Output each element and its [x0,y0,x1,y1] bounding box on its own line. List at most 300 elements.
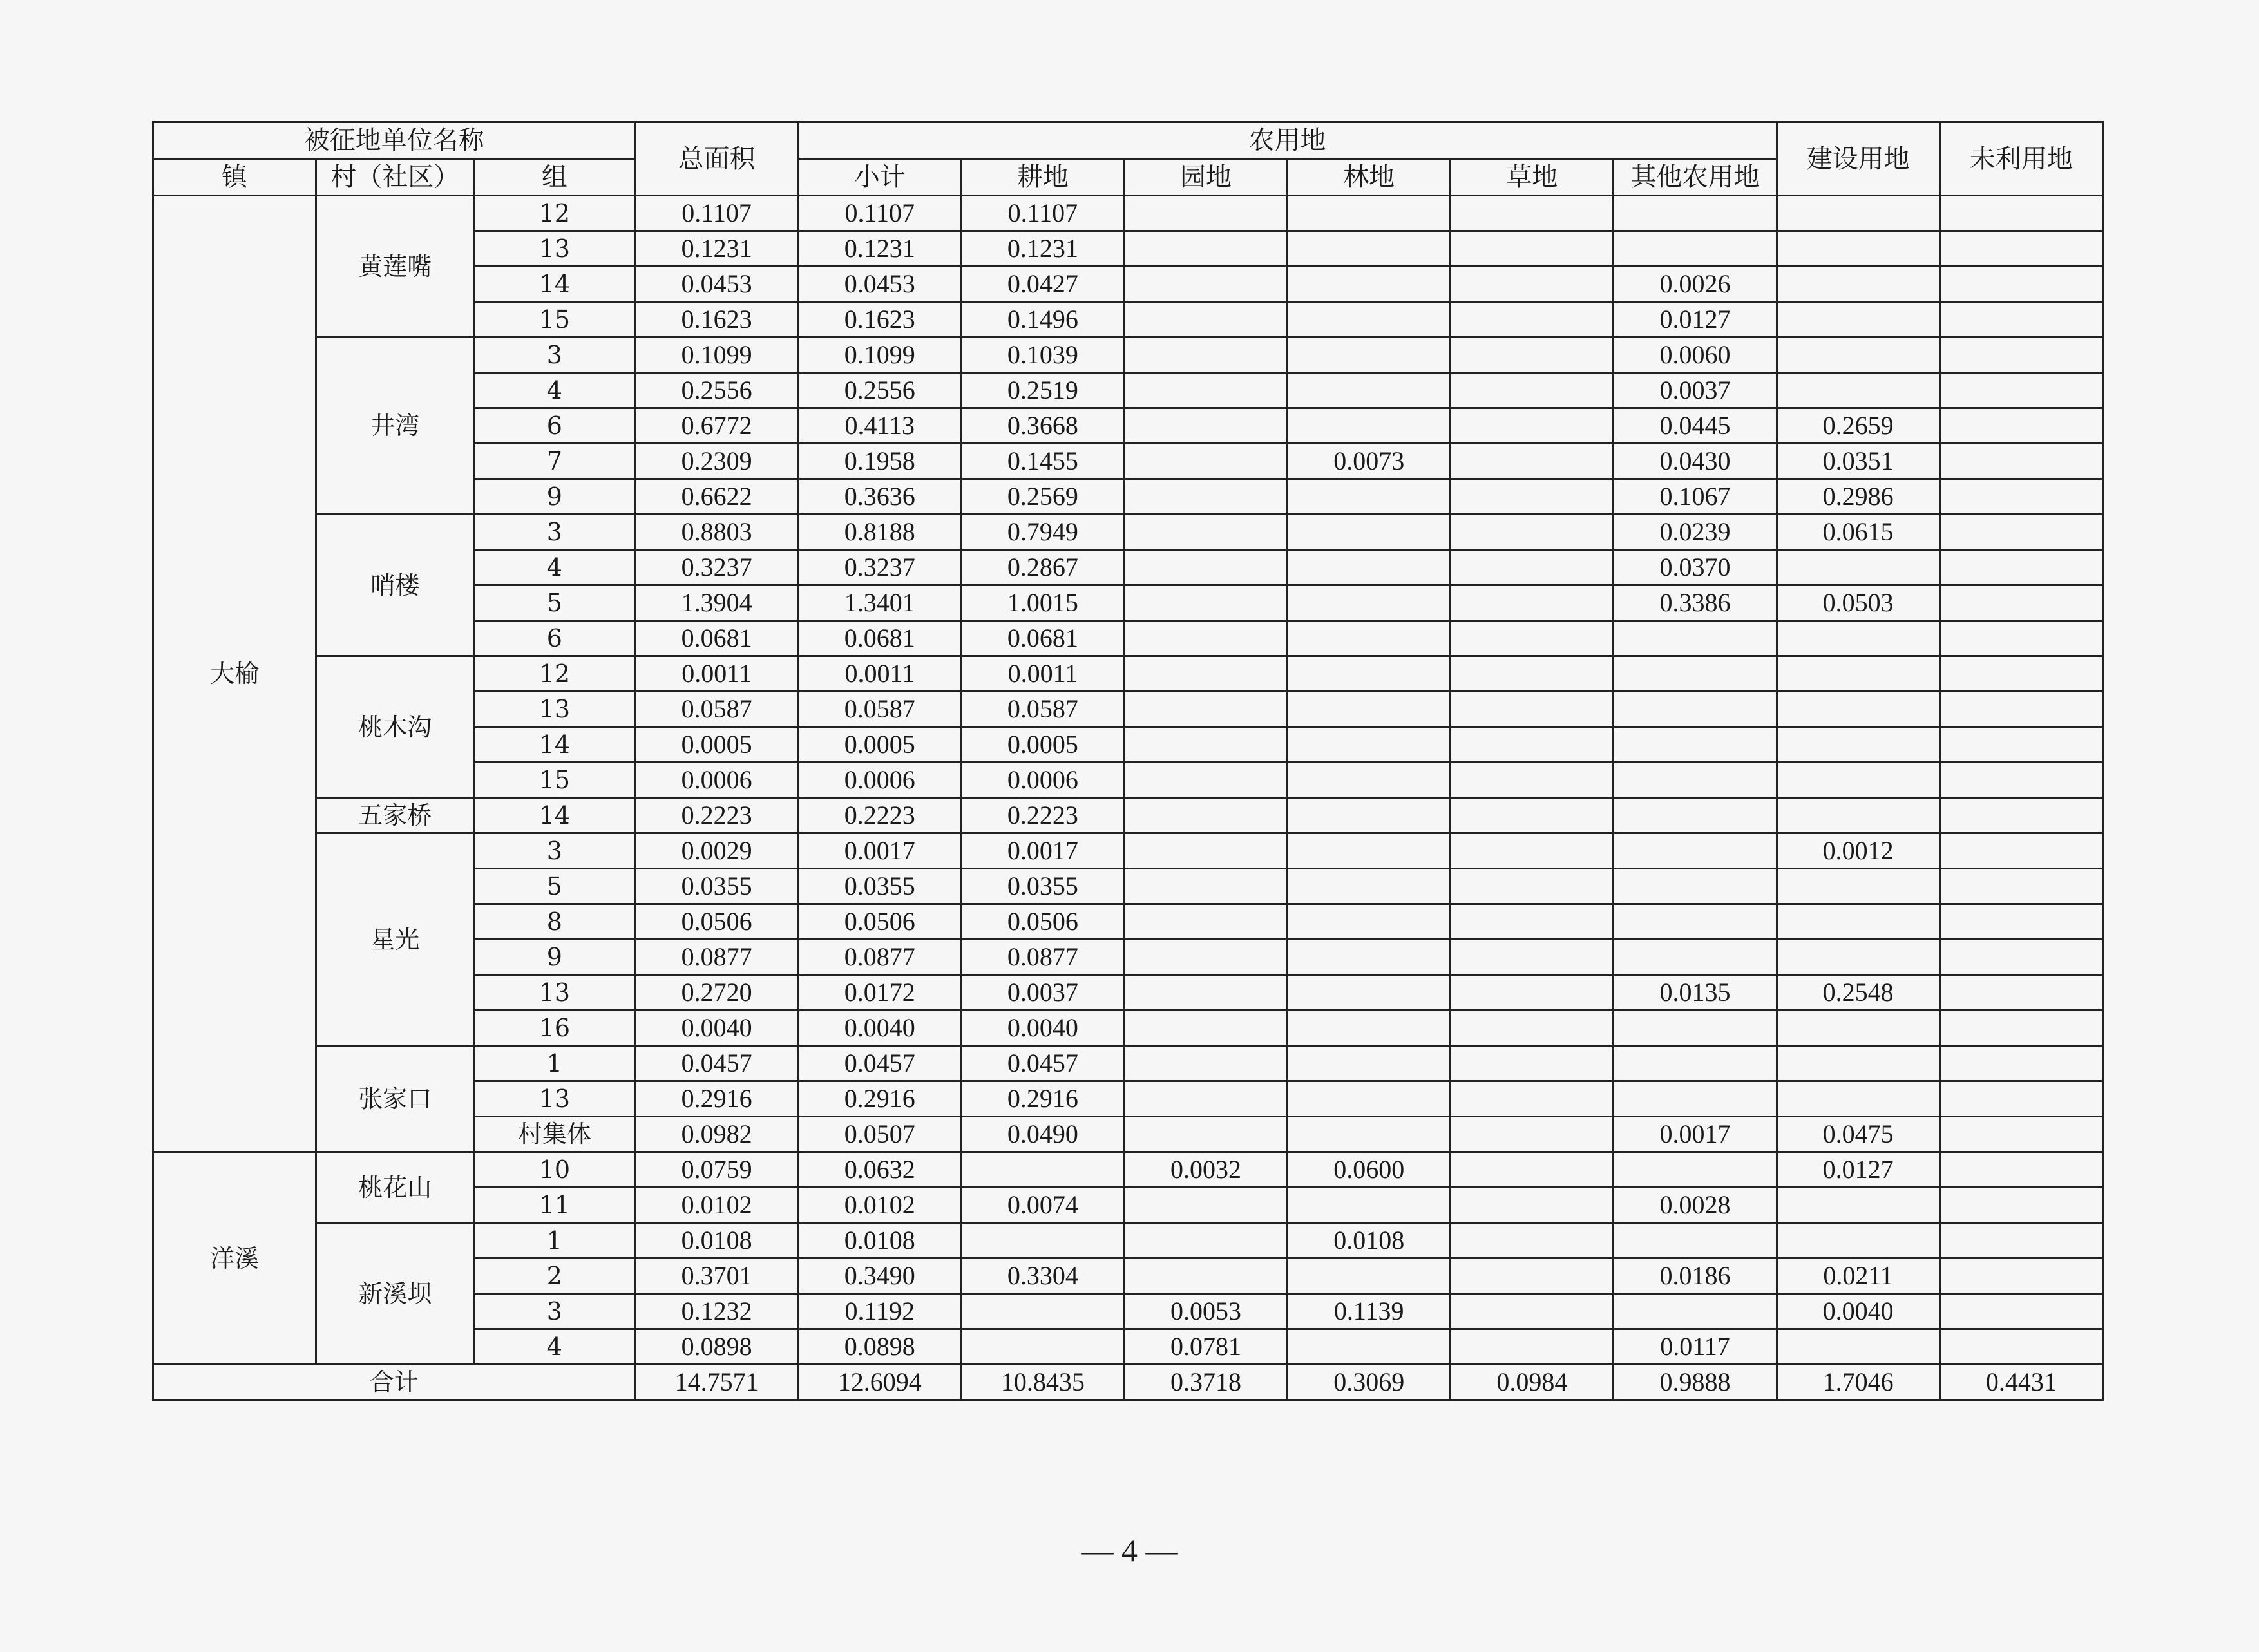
value-cell [1614,656,1777,692]
value-cell: 0.0074 [961,1188,1124,1223]
value-cell [1288,975,1451,1011]
value-cell [1777,231,1940,267]
value-cell [1451,515,1614,550]
value-cell: 0.0506 [635,904,798,940]
village-cell: 五家桥 [316,798,474,833]
value-cell: 0.0172 [798,975,961,1011]
group-cell: 6 [474,408,635,444]
value-cell [1614,1152,1777,1188]
value-cell [1451,1011,1614,1046]
value-cell: 0.3386 [1614,585,1777,621]
value-cell: 0.0135 [1614,975,1777,1011]
group-cell: 8 [474,904,635,940]
value-cell [1288,869,1451,904]
value-cell: 0.0600 [1288,1152,1451,1188]
value-cell [961,1329,1124,1365]
value-cell: 0.1958 [798,444,961,479]
value-cell [1777,267,1940,302]
page-number: — 4 — [1081,1532,1178,1568]
value-cell [1940,904,2102,940]
value-cell [1288,798,1451,833]
group-cell: 5 [474,585,635,621]
total-value: 0.3718 [1124,1365,1287,1400]
value-cell [1288,763,1451,798]
value-cell [1940,585,2102,621]
value-cell: 0.0186 [1614,1258,1777,1294]
value-cell [1777,1223,1940,1258]
value-cell [1288,1081,1451,1117]
total-value: 12.6094 [798,1365,961,1400]
value-cell: 0.0108 [1288,1223,1451,1258]
value-cell: 0.0475 [1777,1117,1940,1152]
value-cell [1288,904,1451,940]
value-cell: 0.0012 [1777,833,1940,869]
value-cell: 0.0632 [798,1152,961,1188]
value-cell [1124,196,1287,231]
value-cell [1288,585,1451,621]
value-cell [1288,1329,1451,1365]
value-cell [1451,1117,1614,1152]
town-cell: 洋溪 [153,1152,316,1365]
value-cell [1940,550,2102,585]
value-cell: 1.3401 [798,585,961,621]
header-village: 村（社区） [316,159,474,196]
value-cell: 0.1231 [635,231,798,267]
value-cell [1777,302,1940,337]
value-cell: 0.0239 [1614,515,1777,550]
value-cell [1451,869,1614,904]
value-cell [1777,337,1940,373]
value-cell [1940,1188,2102,1223]
value-cell [1614,940,1777,975]
value-cell [1777,869,1940,904]
value-cell: 0.0127 [1777,1152,1940,1188]
value-cell [1451,231,1614,267]
group-cell: 2 [474,1258,635,1294]
village-cell: 星光 [316,833,474,1046]
value-cell: 0.0587 [961,692,1124,727]
value-cell: 0.0040 [635,1011,798,1046]
value-cell [1614,1011,1777,1046]
value-cell: 0.0037 [961,975,1124,1011]
value-cell [1777,1329,1940,1365]
value-cell: 0.1231 [798,231,961,267]
value-cell [1940,763,2102,798]
town-cell: 大榆 [153,196,316,1152]
value-cell: 0.0011 [635,656,798,692]
value-cell [1288,1046,1451,1081]
table-row [153,515,2103,550]
total-label: 合计 [153,1365,635,1400]
value-cell: 0.6622 [635,479,798,515]
value-cell [1777,373,1940,408]
village-cell: 哨楼 [316,515,474,656]
value-cell: 0.0017 [1614,1117,1777,1152]
total-value: 0.9888 [1614,1365,1777,1400]
value-cell [1451,302,1614,337]
value-cell [1777,550,1940,585]
group-cell: 11 [474,1188,635,1223]
value-cell: 0.3237 [635,550,798,585]
value-cell [1614,196,1777,231]
value-cell: 1.3904 [635,585,798,621]
value-cell: 1.0015 [961,585,1124,621]
group-cell: 14 [474,727,635,763]
value-cell [1614,869,1777,904]
group-cell: 6 [474,621,635,656]
group-cell: 15 [474,302,635,337]
group-cell: 9 [474,940,635,975]
value-cell: 0.0011 [961,656,1124,692]
value-cell: 0.2223 [961,798,1124,833]
value-cell: 0.2720 [635,975,798,1011]
value-cell [1124,1011,1287,1046]
value-cell [1124,904,1287,940]
village-cell: 井湾 [316,337,474,515]
value-cell [1940,1329,2102,1365]
value-cell: 0.0028 [1614,1188,1777,1223]
value-cell: 0.0898 [798,1329,961,1365]
value-cell: 0.2916 [961,1081,1124,1117]
value-cell [1451,1152,1614,1188]
value-cell: 0.0681 [961,621,1124,656]
value-cell: 0.0355 [635,869,798,904]
group-cell: 14 [474,267,635,302]
value-cell [1940,727,2102,763]
value-cell [1451,479,1614,515]
value-cell [1777,763,1940,798]
value-cell [1451,763,1614,798]
value-cell [1124,940,1287,975]
value-cell [1777,1081,1940,1117]
value-cell [1940,196,2102,231]
header-unused: 未利用地 [1940,122,2102,196]
value-cell [1777,940,1940,975]
value-cell: 0.2556 [798,373,961,408]
value-cell [1940,621,2102,656]
value-cell: 0.2548 [1777,975,1940,1011]
value-cell: 0.0117 [1614,1329,1777,1365]
value-cell: 0.3490 [798,1258,961,1294]
value-cell [1124,975,1287,1011]
value-cell [1940,408,2102,444]
value-cell [1288,302,1451,337]
value-cell [1777,196,1940,231]
value-cell: 0.0005 [798,727,961,763]
group-cell: 12 [474,196,635,231]
value-cell [1451,798,1614,833]
value-cell: 0.1623 [635,302,798,337]
value-cell [1940,1081,2102,1117]
value-cell: 0.0355 [961,869,1124,904]
value-cell [1940,373,2102,408]
value-cell: 0.0877 [961,940,1124,975]
value-cell: 0.0040 [798,1011,961,1046]
header-other-agri: 其他农用地 [1614,159,1777,196]
value-cell [1451,337,1614,373]
value-cell [1288,1117,1451,1152]
value-cell: 0.2569 [961,479,1124,515]
value-cell [1451,585,1614,621]
village-cell: 桃木沟 [316,656,474,798]
header-construction: 建设用地 [1777,122,1940,196]
value-cell [1614,904,1777,940]
village-cell: 新溪坝 [316,1223,474,1365]
header-garden: 园地 [1124,159,1287,196]
value-cell [1451,1223,1614,1258]
value-cell: 0.8803 [635,515,798,550]
value-cell [1288,1258,1451,1294]
group-cell: 9 [474,479,635,515]
group-cell: 16 [474,1011,635,1046]
value-cell [1124,231,1287,267]
value-cell: 0.1107 [961,196,1124,231]
value-cell [1451,1258,1614,1294]
value-cell [1288,550,1451,585]
value-cell [1451,267,1614,302]
value-cell [1288,656,1451,692]
value-cell: 0.3668 [961,408,1124,444]
value-cell: 0.2867 [961,550,1124,585]
header-forest: 林地 [1288,159,1451,196]
value-cell [1940,975,2102,1011]
value-cell: 0.0457 [635,1046,798,1081]
table-row [153,1152,2103,1188]
value-cell: 0.3636 [798,479,961,515]
value-cell [1614,798,1777,833]
value-cell [1124,479,1287,515]
value-cell [1124,267,1287,302]
village-cell: 黄莲嘴 [316,196,474,337]
table-row [153,196,2103,231]
value-cell [1451,373,1614,408]
total-value: 1.7046 [1777,1365,1940,1400]
total-row [153,1365,2103,1400]
value-cell [1288,515,1451,550]
value-cell: 0.1039 [961,337,1124,373]
table-row [153,798,2103,833]
value-cell [1940,515,2102,550]
value-cell [1940,1011,2102,1046]
group-cell: 15 [474,763,635,798]
value-cell [1288,940,1451,975]
value-cell [1451,1329,1614,1365]
value-cell: 0.1232 [635,1294,798,1329]
group-cell: 4 [474,550,635,585]
value-cell [1451,656,1614,692]
value-cell [1451,940,1614,975]
value-cell [1124,515,1287,550]
value-cell [1940,833,2102,869]
value-cell: 0.0005 [635,727,798,763]
value-cell [1124,444,1287,479]
value-cell [1124,833,1287,869]
value-cell: 0.0351 [1777,444,1940,479]
value-cell [1288,373,1451,408]
value-cell [1940,692,2102,727]
group-cell: 4 [474,1329,635,1365]
value-cell: 0.6772 [635,408,798,444]
value-cell [1124,727,1287,763]
group-cell: 3 [474,337,635,373]
value-cell: 0.0615 [1777,515,1940,550]
value-cell: 0.0587 [798,692,961,727]
value-cell [1777,727,1940,763]
value-cell: 0.2519 [961,373,1124,408]
value-cell [1451,444,1614,479]
value-cell: 0.1231 [961,231,1124,267]
value-cell [1124,373,1287,408]
value-cell [1124,550,1287,585]
value-cell [1614,1294,1777,1329]
value-cell [1124,585,1287,621]
value-cell: 0.2223 [635,798,798,833]
value-cell: 0.3304 [961,1258,1124,1294]
value-cell [1451,833,1614,869]
value-cell: 0.7949 [961,515,1124,550]
value-cell [1288,1188,1451,1223]
value-cell [1940,231,2102,267]
value-cell: 0.0040 [1777,1294,1940,1329]
value-cell: 0.1107 [798,196,961,231]
header-total-area: 总面积 [635,122,798,196]
value-cell: 0.0102 [635,1188,798,1223]
value-cell [1451,408,1614,444]
group-cell: 4 [474,373,635,408]
value-cell: 0.0877 [798,940,961,975]
value-cell: 0.0026 [1614,267,1777,302]
value-cell: 0.0060 [1614,337,1777,373]
value-cell: 0.0032 [1124,1152,1287,1188]
value-cell [1940,1258,2102,1294]
value-cell: 0.0457 [798,1046,961,1081]
value-cell: 0.0759 [635,1152,798,1188]
value-cell [1940,940,2102,975]
group-cell: 1 [474,1046,635,1081]
total-value: 0.3069 [1288,1365,1451,1400]
value-cell [1614,1046,1777,1081]
value-cell: 0.0982 [635,1117,798,1152]
value-cell [1124,1046,1287,1081]
value-cell [1940,267,2102,302]
value-cell: 0.3237 [798,550,961,585]
value-cell [1451,1188,1614,1223]
total-value: 10.8435 [961,1365,1124,1400]
value-cell [1777,1046,1940,1081]
value-cell: 0.0430 [1614,444,1777,479]
group-cell: 7 [474,444,635,479]
value-cell: 0.0506 [798,904,961,940]
value-cell [1288,267,1451,302]
group-cell: 13 [474,231,635,267]
value-cell [1777,1011,1940,1046]
value-cell: 0.0427 [961,267,1124,302]
value-cell [1124,621,1287,656]
value-cell: 0.2916 [798,1081,961,1117]
value-cell: 0.0073 [1288,444,1451,479]
group-cell: 13 [474,975,635,1011]
value-cell [1451,621,1614,656]
value-cell [1124,692,1287,727]
value-cell [1288,408,1451,444]
value-cell: 0.0017 [961,833,1124,869]
value-cell: 0.0898 [635,1329,798,1365]
value-cell [1614,1223,1777,1258]
value-cell: 0.0127 [1614,302,1777,337]
value-cell [1940,1294,2102,1329]
value-cell [1777,621,1940,656]
value-cell [1124,337,1287,373]
value-cell [961,1294,1124,1329]
value-cell [1288,727,1451,763]
value-cell [1940,302,2102,337]
header-group: 组 [474,159,635,196]
value-cell [1614,833,1777,869]
value-cell: 0.0006 [961,763,1124,798]
value-cell: 0.0681 [635,621,798,656]
value-cell: 0.1099 [798,337,961,373]
value-cell: 0.0490 [961,1117,1124,1152]
value-cell: 0.0453 [635,267,798,302]
value-cell [1451,1046,1614,1081]
value-cell: 0.1192 [798,1294,961,1329]
value-cell: 0.0211 [1777,1258,1940,1294]
value-cell [1614,692,1777,727]
value-cell: 0.0011 [798,656,961,692]
value-cell [1124,798,1287,833]
value-cell [1940,1223,2102,1258]
value-cell: 0.0006 [635,763,798,798]
value-cell: 0.0457 [961,1046,1124,1081]
value-cell: 0.1067 [1614,479,1777,515]
group-cell: 1 [474,1223,635,1258]
table-row [153,1223,2103,1258]
value-cell [1124,408,1287,444]
value-cell [1451,904,1614,940]
value-cell [1614,231,1777,267]
value-cell: 0.2556 [635,373,798,408]
value-cell [1614,763,1777,798]
value-cell: 0.0681 [798,621,961,656]
header-cultivated: 耕地 [961,159,1124,196]
value-cell: 0.0587 [635,692,798,727]
value-cell [1451,196,1614,231]
value-cell: 0.0453 [798,267,961,302]
value-cell [1288,231,1451,267]
value-cell [1288,337,1451,373]
value-cell: 0.0108 [798,1223,961,1258]
value-cell [1777,1188,1940,1223]
value-cell [1451,727,1614,763]
value-cell [961,1152,1124,1188]
value-cell: 0.3701 [635,1258,798,1294]
value-cell: 0.0507 [798,1117,961,1152]
value-cell: 0.2986 [1777,479,1940,515]
value-cell [1940,869,2102,904]
value-cell [1940,479,2102,515]
table-row [153,337,2103,373]
value-cell [1777,904,1940,940]
value-cell [1451,1081,1614,1117]
group-cell: 10 [474,1152,635,1188]
value-cell [1614,621,1777,656]
value-cell: 0.1139 [1288,1294,1451,1329]
header-subtotal: 小计 [798,159,961,196]
value-cell [1124,1188,1287,1223]
value-cell [1614,727,1777,763]
value-cell: 0.0370 [1614,550,1777,585]
value-cell [1124,1258,1287,1294]
